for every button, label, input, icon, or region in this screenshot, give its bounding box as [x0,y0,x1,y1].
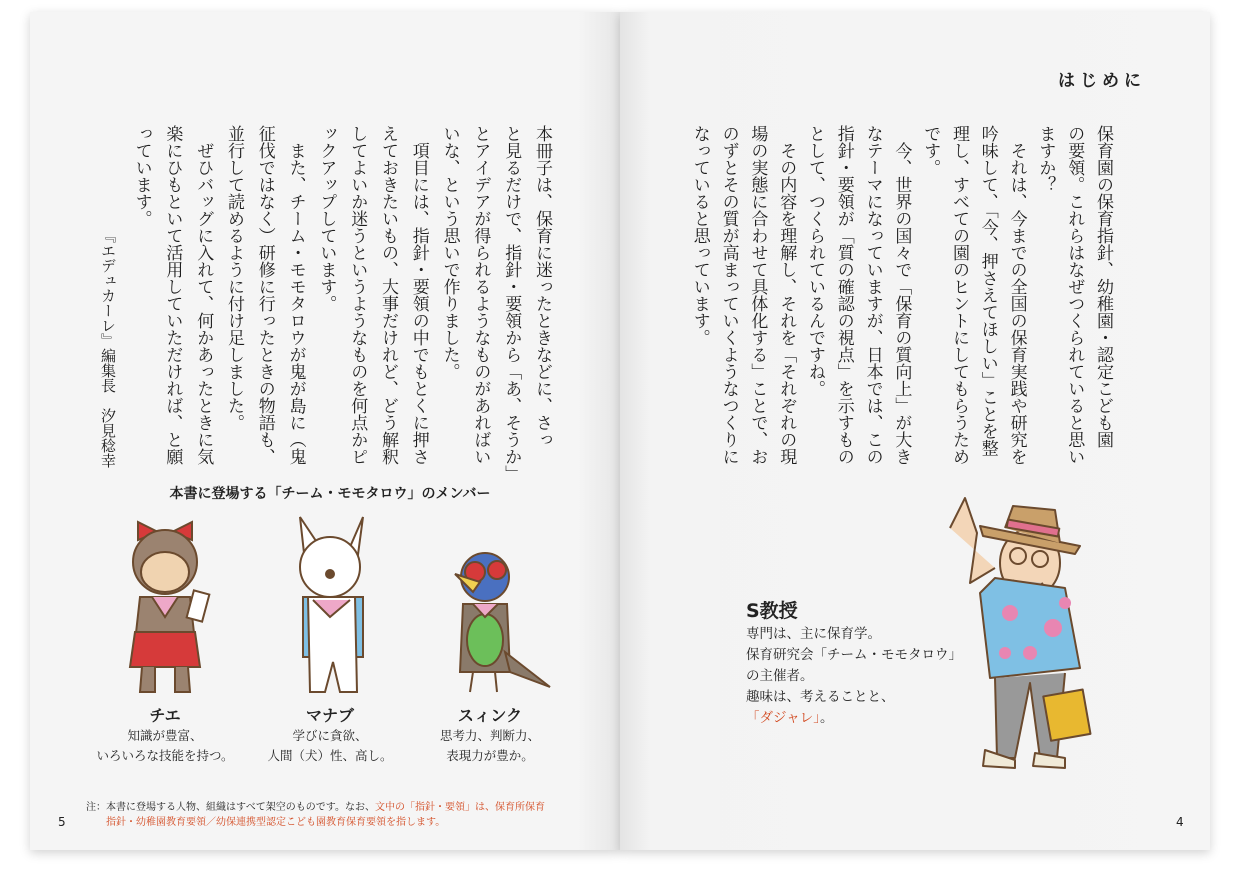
text-column: 保育園の保育指針、幼稚園・認定こども園 [1093,125,1113,448]
text-column: 征伐ではなく）研修に行ったときの物語も、 [254,125,275,465]
text-column: 吟味して、「今、押さえてほしい」ことを整 [977,125,998,457]
member-name: マナブ [305,706,354,725]
dog-illustration [275,512,385,697]
professor-illustration [935,488,1105,773]
profile-line: 専門は、主に保育学。 [746,626,881,642]
text-column: それは、今までの全国の保育実践や研究を [1006,125,1027,465]
text-column: えておきたいもの、大事だけれど、どう解釈 [378,125,398,465]
text-column: ックアップしています。 [316,125,337,312]
professor-name: S教授 [746,600,798,622]
member-chie: チエ 知識が豊富、 いろいろな技能を持つ。 [90,512,240,766]
profile-line: 保育研究会「チーム・モモタロウ」 [746,647,962,663]
profile-highlight: 「ダジャレ」 [746,710,820,726]
members-title: 本書に登場する「チーム・モモタロウ」のメンバー [169,486,491,502]
text-column: と見るだけで、指針・要領から「あ、そうか」 [501,125,522,482]
page-heading: はじめに [1058,71,1146,91]
text-column: 今、世界の国々で「保育の質向上」が大き [891,125,912,465]
pheasant-illustration [425,512,555,697]
text-column: してよいか迷うというようなものを何点かピ [347,125,368,465]
text-column: ぜひバッグに入れて、何かあったときに気 [193,125,214,465]
text-column: 並行して読めるように付け足しました。 [224,125,244,431]
page-number-left: 5 [58,815,66,829]
page-number-right: 4 [1176,815,1184,829]
text-column: なっていると思っています。 [689,125,710,346]
text-column: 指針・要領が「質の確認の視点」を示すもの [833,125,854,465]
profile-line: の主催者。 [746,668,814,684]
text-column: っています。 [131,125,152,227]
text-column: とアイデアが得られるようなものがあればい [470,125,491,465]
member-name: チエ [149,706,181,725]
text-column: です。 [920,125,941,176]
signature: 『エデュカーレ』編集長 汐見稔幸 [99,228,117,468]
member-manabu: マナブ 学びに貪欲、 人間（犬）性、高し。 [255,512,405,766]
text-column: また、チーム・モモタロウが鬼が島に（鬼 [285,125,306,465]
text-column: のずとその質が高まっていくようなつくりに [718,125,739,465]
member-think: スィンク 思考力、判断力、 表現力が豊か。 [415,512,565,766]
text-column: 本冊子は、保育に迷ったときなどに、さっ [532,125,552,448]
profile-line: 趣味は、考えることと、 [746,689,895,705]
footnote: 注：本書に登場する人物、組織はすべて架空のものです。なお、文中の「指針・要領」は、保育所保育 指針・幼稚園教育要領／幼保連携型認定こども園教育保育要領を指します。 [86,802,545,828]
text-column: 場の実態に合わせて具体化する」ことで、お [747,125,768,465]
profile-line: 「ダジャレ」。 [746,710,834,726]
text-column: の要領。これらはなぜつくられていると思い [1064,125,1085,465]
text-column: ますか？ [1035,125,1056,193]
member-name: スィンク [457,706,523,725]
text-column: なテーマになっていますが、日本では、この [862,125,883,465]
text-column: その内容を理解し、それを「それぞれの現 [776,125,797,465]
professor-profile [746,598,962,729]
text-column: として、つくられているんですね。 [805,125,825,397]
text-column: いな、という思いで作りました。 [439,125,460,380]
text-column: 楽にひもといて活用していただければ、と願 [162,125,183,465]
text-column: 理し、すべての園のヒントにしてもらうため [949,125,969,465]
monkey-illustration [110,512,220,697]
text-column: 項目には、指針・要領の中でもとくに押さ [408,125,429,465]
